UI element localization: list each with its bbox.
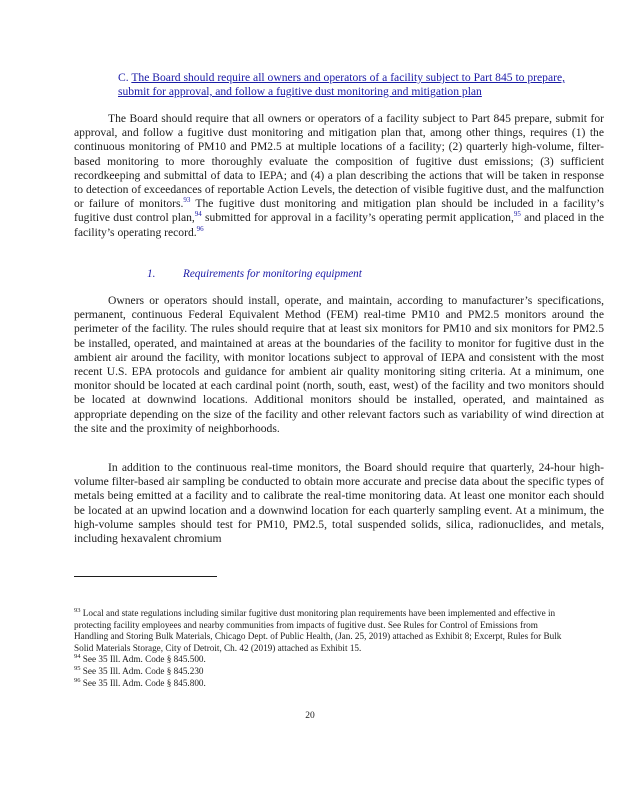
footnote-divider: [74, 576, 217, 577]
footnote-ref-96[interactable]: 96: [196, 224, 204, 233]
paragraph-2: Owners or operators should install, operate, and maintain, according to manufacturer’s specifications, permanent, continuous Federal Equivalent Method (FEM) real-time PM10 and PM2.5 monitors around the perimeter of the facility. The rules should require that at least six monitors for PM10 and six monitors for PM2.5 be installed, operated, and maintained at areas at the boundaries of the facility to monitor for fugitive dust in the ambient air around the facility, with monitor locations subject to approval of IEPA and consistent with the most recent U.S. EPA protocols and guidance for ambient air quality monitoring siting criteria. At a minimum, one monitor should be located at each cardinal point (north, south, east, west) of the facility and two monitors should be located at downwind locations. Additional monitors should be installed, operated, and maintained as appropriate depending on the size of the facility and other relevant factors such as variability of wind direction at the site and the proximity of neighborhoods.: [74, 294, 604, 435]
paragraph-1: [74, 112, 604, 240]
paragraph-1-text-b: The fugitive dust monitoring and mitigation plan should be included in a facility’s fugitive dust control plan,: [74, 197, 604, 225]
subsection-number: 1.: [147, 268, 156, 280]
footnote-ref-93[interactable]: 93: [183, 196, 191, 205]
subsection-title: Requirements for monitoring equipment: [183, 268, 362, 280]
footnotes: [74, 608, 564, 689]
paragraph-3: In addition to the continuous real-time monitors, the Board should require that quarterly, 24-hour high-volume filter-based air sampling be conducted to obtain more accurate and precise data about the specific types of metals being emitted at a facility and to calibrate the real-time monitoring data. At least one monitor each should be located at an upwind location and a downwind location for each quarterly sampling event. At a minimum, the high-volume samples should test for PM10, PM2.5, total suspended solids, silica, radionuclides, and metals, including hexavalent chromium: [74, 461, 604, 546]
page-number: 20: [305, 711, 315, 721]
footnote-mark: 93: [74, 606, 81, 614]
footnote-text: See 35 Ill. Adm. Code § 845.230: [82, 665, 204, 676]
footnote-mark: 95: [74, 664, 81, 672]
footnote-text: Local and state regulations including similar fugitive dust monitoring plan requirements have been implemented and effective in protecting facility employees and nearby communities from impacts of fugitive dust. See Rules for Control of Emissions from Handling and Storing Bulk Materials, Chicago Dept. of Public Health, (Jan. 25, 2019) attached as Exhibit 8; Excerpt, Rules for Bulk Solid Materials Storage, City of Detroit, Ch. 42 (2019) attached as Exhibit 15.: [74, 608, 562, 653]
footnote-mark: 94: [74, 653, 81, 661]
section-heading-text: The Board should require all owners and operators of a facility subject to Part 845 to prepare, submit for approval, and follow a fugitive dust monitoring and mitigation plan: [118, 71, 566, 98]
footnote-95: [74, 666, 564, 678]
footnote-text: See 35 Ill. Adm. Code § 845.500.: [82, 654, 206, 665]
section-letter: C.: [118, 71, 129, 84]
footnote-text: See 35 Ill. Adm. Code § 845.800.: [82, 677, 206, 688]
footnote-94: [74, 654, 564, 666]
footnote-ref-94[interactable]: 94: [194, 210, 202, 219]
footnote-96: [74, 678, 564, 690]
footnote-93: [74, 608, 564, 654]
footnote-mark: 96: [74, 676, 81, 684]
paragraph-1-text-c: submitted for approval in a facility’s operating permit application,: [201, 211, 514, 225]
paragraph-1-text-a: The Board should require that all owners or operators of a facility subject to Part 845 prepare, submit for approval, and follow a fugitive dust monitoring and mitigation plan that, among other things, requires (1) the continuous monitoring of PM10 and PM2.5 at multiple locations of a facility; (2) quarterly high-volume, filter-based monitoring to more thoroughly evaluate the composition of fugitive dust emissions; (3) sufficient recordkeeping and submittal of data to IEPA; and (4) a plan describing the actions that will be taken in response to detection of exceedances of reportable Action Levels, the detection of visible fugitive dust, and the malfunction or failure of monitors.: [74, 112, 604, 211]
subsection-heading: [147, 268, 362, 280]
paragraph-1-text-d: and placed in the facility’s operating record.: [74, 211, 604, 239]
footnote-ref-95[interactable]: 95: [513, 210, 521, 219]
section-heading: [118, 71, 593, 99]
